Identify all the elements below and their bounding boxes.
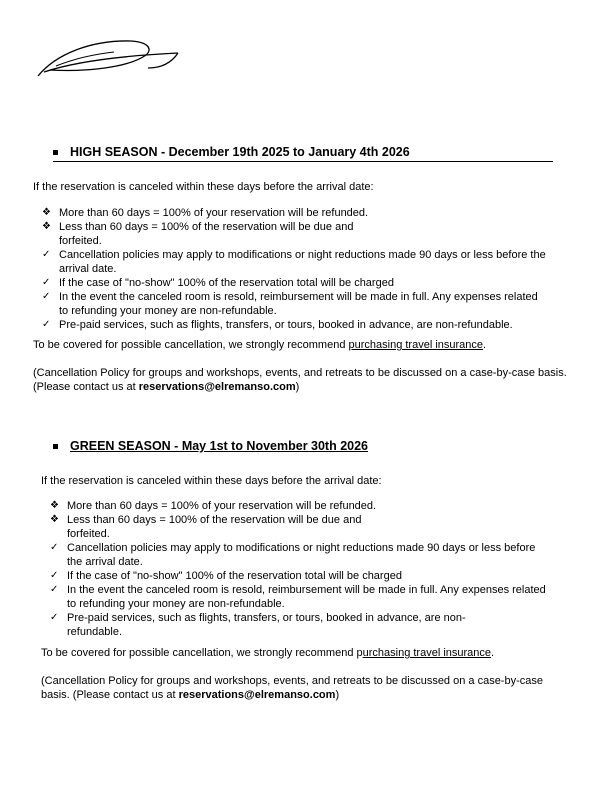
diamond-bullet-icon: ❖ — [42, 207, 51, 218]
section-intro: If the reservation is canceled within these days before the arrival date: — [33, 181, 374, 193]
travel-insurance-link[interactable]: urchasing travel insurance — [362, 647, 492, 659]
list-item: ❖ More than 60 days = 100% of your reservation will be refunded. — [50, 500, 377, 512]
checkmark-icon: ✓ — [50, 570, 59, 581]
list-item: ❖ More than 60 days = 100% of your reservation will be refunded. — [42, 207, 369, 219]
section-intro: If the reservation is canceled within these days before the arrival date: — [41, 475, 382, 487]
checkmark-icon: ✓ — [42, 319, 51, 330]
square-bullet-icon — [53, 150, 58, 155]
list-item: ✓ Cancellation policies may apply to modifications or night reductions made 90 days or less before the arrival date. — [42, 249, 546, 275]
list-item: ✓ If the case of "no-show" 100% of the reservation total will be charged — [50, 570, 402, 582]
policy-list — [42, 206, 578, 332]
list-item: ✓ Cancellation policies may apply to modifications or night reductions made 90 days or less before the arrival date. — [50, 542, 536, 568]
checkmark-icon: ✓ — [50, 542, 59, 553]
group-policy-note: (Cancellation Policy for groups and workshops, events, and retreats to be discussed on a case-by-case basis. (Please contact us at reservations@elremanso.com) — [33, 367, 567, 393]
list-item: ❖ Less than 60 days = 100% of the reservation will be due and forfeited. — [42, 221, 354, 247]
group-policy-note: (Cancellation Policy for groups and workshops, events, and retreats to be discussed on a case-by-case basis. (Please contact us at reservations@elremanso.com) — [41, 675, 543, 701]
high-season-heading — [53, 144, 553, 162]
list-item: ✓ In the event the canceled room is resold, reimbursement will be made in full. Any expenses related to refunding your money are non-refundable. — [42, 291, 538, 317]
checkmark-icon: ✓ — [42, 277, 51, 288]
diamond-bullet-icon: ❖ — [50, 500, 59, 511]
square-bullet-icon — [53, 444, 58, 449]
list-item: ❖ Less than 60 days = 100% of the reservation will be due and forfeited. — [50, 514, 362, 540]
checkmark-icon: ✓ — [50, 584, 59, 595]
insurance-recommendation: To be covered for possible cancellation, we strongly recommend purchasing travel insurance. — [41, 647, 495, 659]
insurance-recommendation: To be covered for possible cancellation, we strongly recommend purchasing travel insurance. — [33, 339, 487, 351]
green-season-heading — [53, 438, 368, 454]
diamond-bullet-icon: ❖ — [42, 221, 51, 232]
heading-text: GREEN SEASON - May 1st to November 30th 2026 — [70, 439, 369, 453]
contact-email-link[interactable]: reservations@elremanso.com — [138, 381, 296, 393]
list-item: ✓ If the case of "no-show" 100% of the reservation total will be charged — [42, 277, 394, 289]
contact-email-link[interactable]: reservations@elremanso.com — [178, 689, 336, 701]
policy-list — [50, 499, 550, 639]
diamond-bullet-icon: ❖ — [50, 514, 59, 525]
checkmark-icon: ✓ — [50, 612, 59, 623]
list-item: ✓ Pre-paid services, such as flights, transfers, or tours, booked in advance, are non-refundable. — [42, 319, 513, 331]
travel-insurance-link[interactable]: purchasing travel insurance — [348, 339, 484, 351]
checkmark-icon: ✓ — [42, 291, 51, 302]
feather-leaf-icon — [36, 36, 181, 80]
checkmark-icon: ✓ — [42, 249, 51, 260]
heading-text: HIGH SEASON - December 19th 2025 to January 4th 2026 — [70, 145, 410, 159]
list-item: ✓ In the event the canceled room is resold, reimbursement will be made in full. Any expenses related to refunding your money are non-refundable. — [50, 584, 546, 610]
list-item: ✓ Pre-paid services, such as flights, transfers, or tours, booked in advance, are non-refundable. — [50, 612, 466, 638]
